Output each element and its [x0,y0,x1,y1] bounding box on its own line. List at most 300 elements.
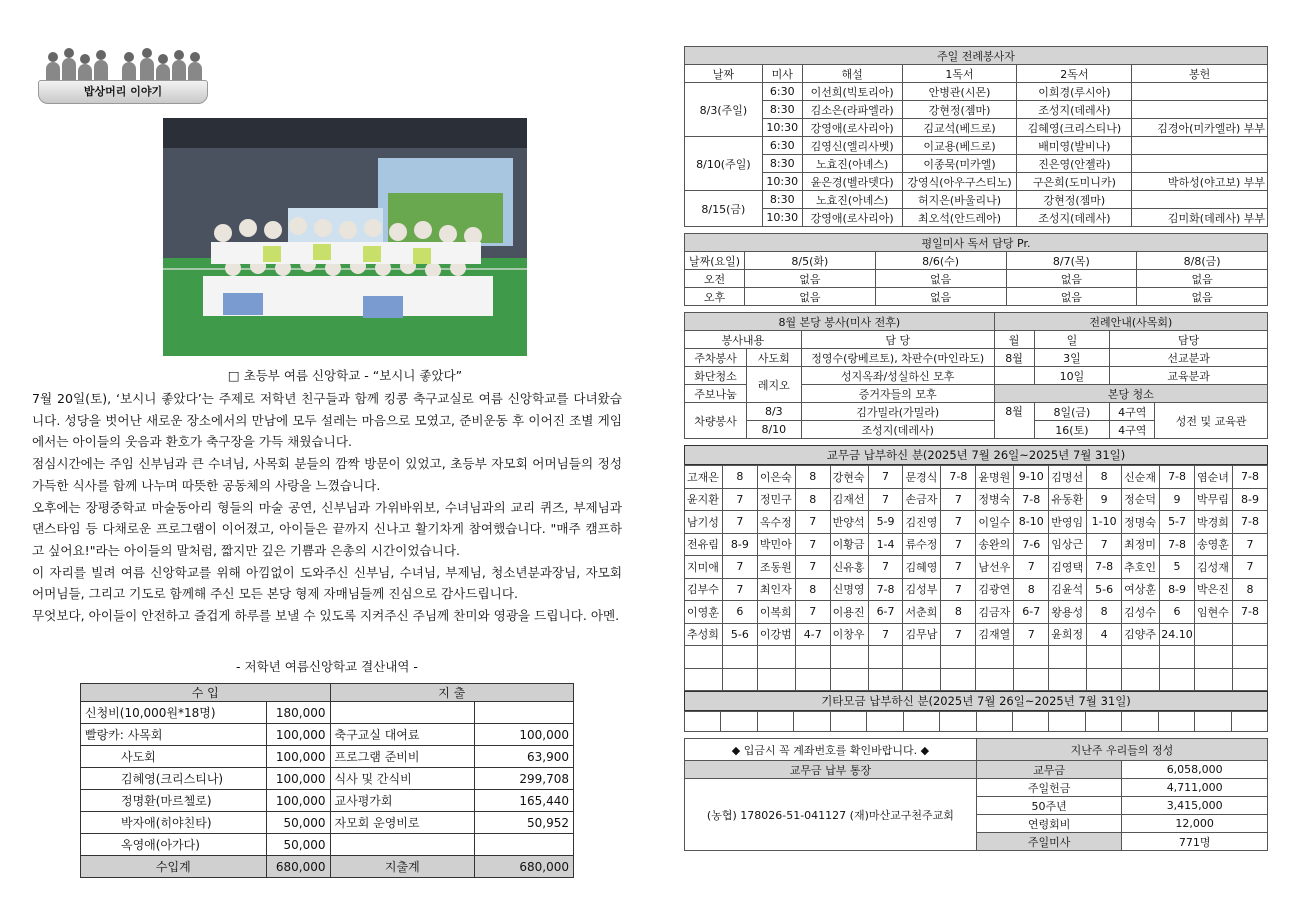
offering-months [722,646,757,669]
offering-name: 이영훈 [685,601,723,624]
right-page [684,46,1268,851]
expense-amount: 63,900 [475,746,574,768]
income-header: 수 입 [81,684,331,702]
offering-name: 정명숙 [1122,511,1160,534]
offering-name: 김윤석 [1049,578,1087,601]
liturgy-cell: 8:30 [762,191,802,209]
expense-label: 자모회 운영비로 [330,812,475,834]
expense-amount [475,834,574,856]
weekday-col-header: 8/7(목) [1006,252,1137,270]
liturgy-cell [1132,191,1268,209]
offering-name [1195,623,1233,646]
offering-months: 7 [941,578,976,601]
offering-name: 김성부 [903,578,941,601]
liturgy-cell: 이선희(빅토리아) [802,83,902,101]
offering-name: 유동환 [1049,488,1087,511]
expense-total: 680,000 [475,856,574,878]
income-amount: 100,000 [266,746,330,768]
settlement-row [81,746,574,768]
banner [38,44,208,106]
offering-row [685,488,1268,511]
offering-name: 김광연 [976,578,1014,601]
liturgy-cell: 노효진(아녜스) [802,155,902,173]
income-amount: 100,000 [266,724,330,746]
offering-months: 7 [722,556,757,579]
offering-name: 고재은 [685,466,723,489]
liturgy-col-header: 봉헌 [1132,65,1268,83]
expense-amount: 100,000 [475,724,574,746]
offering-name: 류수정 [903,533,941,556]
offering-name: 김양주 [1122,623,1160,646]
offering-months: 8 [941,601,976,624]
liturgy-cell: 윤은경(벨라뎃다) [802,173,902,191]
settlement-row [81,790,574,812]
settlement-total-row [81,856,574,878]
offering-name: 김무남 [903,623,941,646]
car-name-1: 김가밀라(가밀라) [801,403,994,421]
offering-months: 9-10 [1014,466,1049,489]
offering-row [685,466,1268,489]
guide-day-1: 3일 [1034,349,1110,367]
offering-name: 송완의 [976,533,1014,556]
liturgy-col-header: 날짜 [685,65,763,83]
car-name-2: 조성지(데레사) [801,421,994,439]
liturgy-cell: 조성지(데레사) [1017,209,1132,227]
cleaning-title: 본당 청소 [994,385,1267,403]
offering-name [685,646,723,669]
offering-name: 김명선 [1049,466,1087,489]
offering-months: 9 [1087,488,1122,511]
lw-value-2: 3,415,000 [1122,797,1268,815]
income-label: 신청비(10,000원*18명) [81,702,267,724]
weekday-cell: 없음 [875,270,1006,288]
weekday-cell: 없음 [745,288,876,306]
pastoral-label: 주보나눔 [685,385,747,403]
guide-day-2: 10일 [1034,367,1110,385]
offering-months: 5-7 [1160,511,1195,534]
offering-name: 여상훈 [1122,578,1160,601]
offering-name [1195,646,1233,669]
other-offering-title: 기타모금 납부하신 분(2025년 7월 26일~2025년 7월 31일) [684,691,1268,711]
weekday-row [685,270,1268,288]
article-paragraph: 오후에는 장평중학교 마술동아리 형들의 마술 공연, 신부님과 가위바위보, 수녀님과의 교리 퀴즈, 부제님과 댄스타임 등 다채로운 프로그램이 이어졌고, 아이들은 끝까지 신나고 활기차게 참여했습니다. "매주 캠프하고 싶어요!"라는 아이들의 말처럼, 짧지만 깊은 기쁨과 은총의 시간이었습니다. [32,499,622,558]
liturgy-row [685,173,1268,191]
offering-name: 김재선 [830,488,868,511]
offering-name: 이황금 [830,533,868,556]
expense-amount: 50,952 [475,812,574,834]
offering-months: 8 [795,488,830,511]
income-amount: 50,000 [266,834,330,856]
parking-names: 정영수(랑베르토), 차판수(마인라도) [801,349,994,367]
car-label: 차량봉사 [685,403,747,439]
offering-name: 문경식 [903,466,941,489]
liturgy-cell: 강영애(로사리아) [802,209,902,227]
liturgy-col-header: 1독서 [902,65,1017,83]
offering-name: 송영훈 [1195,533,1233,556]
offering-row [685,556,1268,579]
offering-name: 최정미 [1122,533,1160,556]
legio-label: 레지오 [746,367,801,403]
weekday-row [685,288,1268,306]
income-label: 박자애(히야친타) [81,812,267,834]
account-number: (농협) 178026-51-041127 (재)마산교구천주교회 [685,779,977,851]
offering-name: 왕용성 [1049,601,1087,624]
offering-months: 7-6 [1014,533,1049,556]
offering-months: 7 [868,466,903,489]
weekday-header-row [685,252,1268,270]
offering-name: 이은숙 [757,466,795,489]
offering-months [1233,646,1268,669]
offering-months: 7 [1233,556,1268,579]
liturgy-cell: 10:30 [762,173,802,191]
offering-name: 반영임 [1049,511,1087,534]
weekday-col-header: 8/8(금) [1137,252,1268,270]
offering-name: 남선우 [976,556,1014,579]
col-day: 일 [1034,331,1110,349]
expense-label: 프로그램 준비비 [330,746,475,768]
col-month: 월 [994,331,1034,349]
expense-label: 축구교실 대여료 [330,724,475,746]
offering-months: 5-6 [722,623,757,646]
offering-name: 옥수정 [757,511,795,534]
offering-name: 정병숙 [976,488,1014,511]
offering-months [1014,668,1049,691]
offering-months [1160,646,1195,669]
liturgy-row [685,155,1268,173]
settlement-title: - 저학년 여름신앙학교 결산내역 - [236,659,418,674]
weekday-cell: 없음 [1006,270,1137,288]
liturgy-cell: 김소은(라파엘라) [802,101,902,119]
settlement-table [80,683,574,878]
offering-months: 7 [722,578,757,601]
offering-name: 김부수 [685,578,723,601]
offering-months: 8 [722,466,757,489]
offering-months [1087,668,1122,691]
liturgy-row [685,191,1268,209]
offering-months: 7-8 [1160,466,1195,489]
offering-months: 6-7 [1014,601,1049,624]
lw-value-0: 6,058,000 [1122,761,1268,779]
offering-title: 교무금 납부하신 분(2025년 7월 26일~2025년 7월 31일) [684,445,1268,465]
liturgy-cell: 8:30 [762,155,802,173]
offering-name: 김금자 [976,601,1014,624]
offering-months: 8-9 [1160,578,1195,601]
settlement-row [81,702,574,724]
article-body [32,388,622,627]
weekday-col-header: 8/5(화) [745,252,876,270]
offering-name [830,646,868,669]
offering-name [685,668,723,691]
offering-months: 8 [1233,578,1268,601]
offering-name: 박경희 [1195,511,1233,534]
lw-label-3: 연령회비 [976,815,1122,833]
offering-months: 7 [1014,623,1049,646]
expense-label [330,702,475,724]
liturgy-cell: 이희경(루시아) [1017,83,1132,101]
liturgy-cell: 이교용(베드로) [902,137,1017,155]
offering-name: 김성수 [1122,601,1160,624]
weekday-cell: 없음 [745,270,876,288]
guide-dept-2: 교육분과 [1110,367,1268,385]
lw-value-3: 12,000 [1122,815,1268,833]
liturgy-date: 8/3(주일) [685,83,763,137]
offering-months [1014,646,1049,669]
offering-name: 지미애 [685,556,723,579]
offering-name: 이일수 [976,511,1014,534]
offering-months: 7 [941,533,976,556]
offering-months: 7-8 [1087,556,1122,579]
service-table [684,312,1268,439]
liturgy-cell: 김교석(베드로) [902,119,1017,137]
liturgy-cell [1132,137,1268,155]
offering-table [684,465,1268,691]
lw-label-1: 주일헌금 [976,779,1122,797]
offering-name: 강현숙 [830,466,868,489]
clean-day-2: 16(토) [1034,421,1110,439]
offering-name: 손금자 [903,488,941,511]
guide-month: 8월 [994,349,1034,367]
offering-name [1122,668,1160,691]
offering-months: 6 [722,601,757,624]
expense-total-label: 지출계 [330,856,475,878]
liturgy-cell: 허지은(바울리나) [902,191,1017,209]
liturgy-cell: 6:30 [762,83,802,101]
liturgy-cell: 8:30 [762,101,802,119]
liturgy-row [685,137,1268,155]
offering-months: 8-9 [1233,488,1268,511]
liturgy-cell: 최오석(안드레아) [902,209,1017,227]
offering-months: 8 [1014,578,1049,601]
offering-name [757,646,795,669]
liturgy-cell: 안병관(시몬) [902,83,1017,101]
liturgy-cell: 강영애(로사리아) [802,119,902,137]
offering-name: 김혜영 [903,556,941,579]
offering-months: 7-8 [1233,466,1268,489]
liturgy-col-header: 해설 [802,65,902,83]
lw-label-2: 50주년 [976,797,1122,815]
weekday-title: 평일미사 독서 담당 Pr. [685,234,1268,252]
liturgy-col-header: 2독서 [1017,65,1132,83]
offering-name: 조동원 [757,556,795,579]
offering-months [1087,646,1122,669]
liturgy-cell: 김미화(데레사) 부부 [1132,209,1268,227]
offering-months: 1-10 [1087,511,1122,534]
liturgy-cell: 강현정(젬마) [1017,191,1132,209]
offering-months: 7 [941,488,976,511]
liturgy-date: 8/15(금) [685,191,763,227]
offering-months: 7-8 [1160,533,1195,556]
other-offering-table [684,711,1268,732]
offering-months: 7 [868,556,903,579]
expense-amount: 165,440 [475,790,574,812]
offering-months: 1-4 [868,533,903,556]
liturgy-cell: 강영식(아우구스티노) [902,173,1017,191]
offering-months: 7 [868,623,903,646]
income-label: 사도회 [81,746,267,768]
offering-name: 추성희 [685,623,723,646]
offering-name: 김성재 [1195,556,1233,579]
liturgy-cell: 노효진(아녜스) [802,191,902,209]
offering-name [1195,668,1233,691]
expense-label [330,834,475,856]
service-title: 8월 본당 봉사(미사 전후) [685,313,995,331]
account-subtitle: 교무금 납부 통장 [685,761,977,779]
offering-name [903,646,941,669]
offering-name [830,668,868,691]
offering-name: 신명영 [830,578,868,601]
offering-months: 7 [941,623,976,646]
offering-months: 5 [1160,556,1195,579]
banner-title: 밥상머리 이야기 [38,80,208,104]
offering-name: 윤명원 [976,466,1014,489]
car-date-2: 8/10 [746,421,801,439]
weekday-col-header: 8/6(수) [875,252,1006,270]
liturgy-date: 8/10(주일) [685,137,763,191]
offering-months: 8 [795,578,830,601]
offering-months: 4 [1087,623,1122,646]
offering-name [976,646,1014,669]
liturgy-row [685,119,1268,137]
liturgy-cell: 박하성(야고보) 부부 [1132,173,1268,191]
liturgy-header-row [685,65,1268,83]
offering-months [1233,623,1268,646]
offering-name: 이강범 [757,623,795,646]
offering-name [1122,646,1160,669]
liturgy-cell [1132,155,1268,173]
weekday-cell: 없음 [1137,288,1268,306]
offering-name [903,668,941,691]
col-service-content: 봉사내용 [685,331,802,349]
group-photo [163,118,527,356]
offering-name: 이복희 [757,601,795,624]
offering-months: 7 [941,511,976,534]
offering-row [685,623,1268,646]
income-amount: 180,000 [266,702,330,724]
liturgy-table [684,46,1268,227]
flower-label: 화단청소 [685,367,747,385]
income-label: 김혜영(크리스티나) [81,768,267,790]
liturgy-row [685,101,1268,119]
offering-name: 염순녀 [1195,466,1233,489]
article-paragraph: 이 자리를 빌려 여름 신앙학교를 위해 아낌없이 도와주신 신부님, 수녀님, 부제님, 청소년분과장님, 자모회 어머님들, 그리고 기도로 함께해 주신 모든 본당 형제 자매님들께 진심으로 감사드립니다. [32,564,622,602]
income-amount: 100,000 [266,790,330,812]
liturgy-cell [1132,83,1268,101]
offering-row [685,601,1268,624]
offering-months: 8-10 [1014,511,1049,534]
income-label: 정명환(마르첼로) [81,790,267,812]
pastoral-names: 증거자들의 모후 [801,385,994,403]
liturgy-cell: 10:30 [762,209,802,227]
offering-months: 7 [941,556,976,579]
offering-months [941,668,976,691]
weekday-col-header: 날짜(요일) [685,252,745,270]
offering-months [1160,668,1195,691]
offering-months: 7-8 [1014,488,1049,511]
settlement-row [81,724,574,746]
offering-name: 신유홍 [830,556,868,579]
offering-name: 이용진 [830,601,868,624]
weekday-cell: 없음 [875,288,1006,306]
offering-months: 5-6 [1087,578,1122,601]
parking-label: 주차봉사 [685,349,747,367]
offering-months: 7 [868,488,903,511]
offering-name: 서춘희 [903,601,941,624]
parking-group: 사도회 [746,349,801,367]
offering-months: 9 [1160,488,1195,511]
offering-name [1049,668,1087,691]
expense-amount [475,702,574,724]
offering-months [941,646,976,669]
offering-name: 윤지환 [685,488,723,511]
offering-months: 7 [795,556,830,579]
income-label: 옥영애(아가다) [81,834,267,856]
offering-months: 5-9 [868,511,903,534]
weekday-cell: 오후 [685,288,745,306]
liturgy-guide-title: 전례안내(사목회) [994,313,1267,331]
offering-months: 7 [722,488,757,511]
last-week-title: 지난주 우리들의 정성 [976,739,1267,761]
offering-months: 7 [1233,533,1268,556]
offering-name: 남기성 [685,511,723,534]
clean-dept: 성전 및 교육관 [1155,403,1268,439]
offering-name: 신순재 [1122,466,1160,489]
offering-months [795,668,830,691]
liturgy-cell: 구은희(도미니카) [1017,173,1132,191]
weekday-cell: 없음 [1006,288,1137,306]
offering-row [685,578,1268,601]
offering-name: 전유림 [685,533,723,556]
weekday-cell: 없음 [1137,270,1268,288]
income-amount: 100,000 [266,768,330,790]
account-table [684,738,1268,851]
liturgy-cell: 10:30 [762,119,802,137]
weekday-table [684,233,1268,306]
weekday-cell: 오전 [685,270,745,288]
offering-name [757,668,795,691]
offering-name: 윤희정 [1049,623,1087,646]
clean-month: 8월 [994,403,1034,439]
offering-months [722,668,757,691]
offering-months: 8 [1087,466,1122,489]
offering-months: 24.10 [1160,623,1195,646]
offering-months [795,646,830,669]
income-total-label: 수입계 [81,856,267,878]
liturgy-cell: 조성지(데레사) [1017,101,1132,119]
liturgy-cell: 이종묵(미카엘) [902,155,1017,173]
lw-value-1: 4,711,000 [1122,779,1268,797]
col-service-charge: 담 당 [801,331,994,349]
liturgy-row [685,83,1268,101]
offering-name: 임상근 [1049,533,1087,556]
offering-months: 7 [1087,533,1122,556]
offering-name: 임현수 [1195,601,1233,624]
article-paragraph: 무엇보다, 아이들이 안전하고 즐겁게 하루를 보낼 수 있도록 지켜주신 주님께 찬미와 영광을 드립니다. 아멘. [32,608,620,624]
offering-months: 7 [795,601,830,624]
offering-months: 7 [795,533,830,556]
offering-row [685,668,1268,691]
liturgy-cell [1132,101,1268,119]
lw-value-4: 771명 [1122,833,1268,851]
offering-months: 8-9 [722,533,757,556]
offering-name: 김재열 [976,623,1014,646]
offering-row [685,533,1268,556]
income-total: 680,000 [266,856,330,878]
offering-name [976,668,1014,691]
settlement-row [81,834,574,856]
offering-name: 김진영 [903,511,941,534]
offering-months: 7 [1014,556,1049,579]
offering-name: 정순덕 [1122,488,1160,511]
